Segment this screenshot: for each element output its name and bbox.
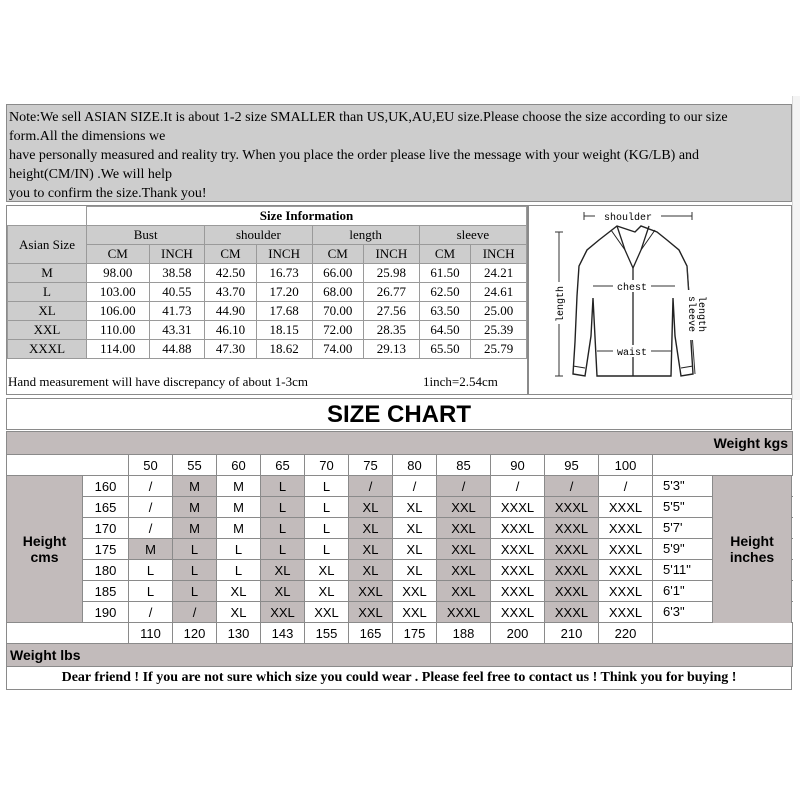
weight-lb-value: 210 [545, 623, 599, 644]
measurement-value: 24.61 [471, 283, 527, 302]
empty-cell [7, 623, 129, 644]
size-recommendation: L [261, 497, 305, 518]
size-recommendation: XXXL [437, 602, 491, 623]
size-recommendation: / [599, 476, 653, 497]
height-inch-value: 6'1" [663, 583, 685, 598]
size-note [6, 104, 792, 202]
measurement-value: 25.39 [471, 321, 527, 340]
size-recommendation: XXL [437, 497, 491, 518]
height-cm-value: 165 [83, 497, 129, 518]
weight-lb-value: 110 [129, 623, 173, 644]
size-recommendation: XXXL [491, 602, 545, 623]
size-recommendation: XXL [393, 581, 437, 602]
measurement-value: 70.00 [312, 302, 363, 321]
measurement-value: 65.50 [419, 340, 470, 359]
measurement-value: 72.00 [312, 321, 363, 340]
empty-cell [7, 455, 129, 476]
size-label: XXXL [8, 340, 87, 359]
weight-kg-header: 65 [261, 455, 305, 476]
size-recommendation: XL [305, 581, 349, 602]
measurement-value: 110.00 [87, 321, 150, 340]
size-recommendation: / [129, 602, 173, 623]
measurement-value: 26.77 [363, 283, 419, 302]
size-label: XXL [8, 321, 87, 340]
size-recommendation: M [217, 476, 261, 497]
height-inches-label [712, 476, 792, 623]
label-chest: chest [616, 283, 648, 294]
measurement-value: 43.31 [149, 321, 205, 340]
empty-cell [653, 623, 793, 644]
table-corner [8, 207, 87, 226]
size-recommendation: XL [217, 581, 261, 602]
measurement-value: 38.58 [149, 264, 205, 283]
weight-lb-value: 155 [305, 623, 349, 644]
measurement-value: 106.00 [87, 302, 150, 321]
weight-lb-value: 143 [261, 623, 305, 644]
measurement-value: 25.98 [363, 264, 419, 283]
size-chart-title: SIZE CHART [6, 398, 792, 430]
size-recommendation: XXXL [599, 560, 653, 581]
size-recommendation: XL [349, 497, 393, 518]
label-shoulder: shoulder [603, 213, 653, 224]
size-recommendation: / [349, 476, 393, 497]
height-cm-value: 190 [83, 602, 129, 623]
weight-kg-header: 100 [599, 455, 653, 476]
size-recommendation: M [217, 497, 261, 518]
size-recommendation: / [545, 476, 599, 497]
size-recommendation: L [173, 539, 217, 560]
label-length: length [556, 285, 567, 323]
weight-kg-header: 95 [545, 455, 599, 476]
size-recommendation: L [173, 581, 217, 602]
empty-cell [653, 455, 793, 476]
weight-lbs-label: Weight lbs [7, 644, 793, 667]
measurement-value: 74.00 [312, 340, 363, 359]
size-row [8, 283, 527, 302]
weight-kg-header: 90 [491, 455, 545, 476]
size-recommendation: XL [261, 581, 305, 602]
height-cm-value: 180 [83, 560, 129, 581]
size-recommendation: XXXL [491, 518, 545, 539]
size-recommendation: M [129, 539, 173, 560]
size-recommendation: XL [393, 518, 437, 539]
size-recommendation: XXXL [491, 497, 545, 518]
unit-inch: INCH [363, 245, 419, 264]
weight-lb-value: 130 [217, 623, 261, 644]
size-recommendation: / [437, 476, 491, 497]
measurement-value: 46.10 [205, 321, 256, 340]
height-row [7, 560, 793, 581]
size-recommendation: L [305, 539, 349, 560]
measurement-value: 42.50 [205, 264, 256, 283]
measurement-footer [7, 366, 527, 396]
size-recommendation: L [261, 476, 305, 497]
size-recommendation: XL [349, 560, 393, 581]
measurement-value: 62.50 [419, 283, 470, 302]
unit-inch: INCH [149, 245, 205, 264]
weight-kg-header: 85 [437, 455, 491, 476]
measurement-value: 28.35 [363, 321, 419, 340]
size-recommendation: XL [217, 602, 261, 623]
measurement-value: 47.30 [205, 340, 256, 359]
size-recommendation: XXXL [599, 581, 653, 602]
size-recommendation: L [261, 539, 305, 560]
size-chart-table [6, 431, 793, 667]
size-recommendation: XXXL [599, 518, 653, 539]
size-recommendation: L [217, 560, 261, 581]
shirt-icon [529, 206, 791, 394]
note-line: height(CM/IN) .We will help [9, 167, 172, 182]
measurement-value: 103.00 [87, 283, 150, 302]
size-chart [6, 431, 792, 667]
size-row [8, 302, 527, 321]
height-inch-value: 5'3" [663, 478, 685, 493]
group-header-bust: Bust [87, 226, 205, 245]
size-recommendation: XL [261, 560, 305, 581]
height-inch-value: 5'9" [663, 541, 685, 556]
measurement-value: 66.00 [312, 264, 363, 283]
size-recommendation: XXXL [491, 560, 545, 581]
scrollbar-edge [792, 96, 800, 400]
height-row [7, 581, 793, 602]
measurement-value: 68.00 [312, 283, 363, 302]
height-inch-value: 6'3" [663, 604, 685, 619]
note-line: you to confirm the size.Thank you! [9, 186, 207, 201]
unit-cm: CM [312, 245, 363, 264]
weight-kg-header: 70 [305, 455, 349, 476]
measurement-value: 61.50 [419, 264, 470, 283]
size-row [8, 340, 527, 359]
measurement-value: 98.00 [87, 264, 150, 283]
size-recommendation: M [173, 476, 217, 497]
size-recommendation: L [305, 518, 349, 539]
group-header-shoulder: shoulder [205, 226, 312, 245]
size-info-title: Size Information [87, 207, 527, 226]
size-recommendation: L [305, 476, 349, 497]
weight-kg-header: 60 [217, 455, 261, 476]
size-recommendation: XXL [349, 602, 393, 623]
height-cm-value: 170 [83, 518, 129, 539]
size-recommendation: XXXL [599, 602, 653, 623]
size-recommendation: XXXL [545, 518, 599, 539]
weight-lb-value: 120 [173, 623, 217, 644]
measurement-value: 40.55 [149, 283, 205, 302]
weight-kg-header: 80 [393, 455, 437, 476]
note-line: Note:We sell ASIAN SIZE.It is about 1-2 size SMALLER than US,UK,AU,EU size.Please choose the size according to our size [9, 110, 728, 125]
weight-kg-header: 50 [129, 455, 173, 476]
measurement-value: 17.20 [256, 283, 312, 302]
weight-lb-value: 220 [599, 623, 653, 644]
inch-conversion: 1inch=2.54cm [423, 374, 498, 389]
measurement-value: 64.50 [419, 321, 470, 340]
height-cm-value: 185 [83, 581, 129, 602]
discrepancy-note: Hand measurement will have discrepancy of about 1-3cm [8, 374, 308, 389]
height-row [7, 476, 793, 497]
size-recommendation: XXL [437, 581, 491, 602]
size-recommendation: XXXL [545, 497, 599, 518]
measurement-value: 44.90 [205, 302, 256, 321]
size-recommendation: XXL [305, 602, 349, 623]
size-recommendation: / [129, 497, 173, 518]
height-row [7, 518, 793, 539]
measurement-value: 18.15 [256, 321, 312, 340]
weight-lb-value: 200 [491, 623, 545, 644]
height-inch-value: 5'7' [663, 520, 683, 535]
size-recommendation: XL [305, 560, 349, 581]
weight-lb-value: 175 [393, 623, 437, 644]
measurement-value: 18.62 [256, 340, 312, 359]
size-recommendation: L [129, 581, 173, 602]
measurement-value: 44.88 [149, 340, 205, 359]
weight-kg-header: 55 [173, 455, 217, 476]
note-line: have personally measured and reality try. When you place the order please live the message with your weight (KG/LB) and [9, 148, 700, 163]
size-recommendation: XL [393, 560, 437, 581]
measurement-value: 25.00 [471, 302, 527, 321]
height-inches-label-line: Height [730, 533, 774, 549]
measurement-value: 41.73 [149, 302, 205, 321]
size-recommendation: / [393, 476, 437, 497]
note-line: form.All the dimensions we [9, 129, 166, 144]
label-waist: waist [616, 348, 648, 359]
measurement-value: 29.13 [363, 340, 419, 359]
height-cms-label-line: cms [30, 549, 59, 565]
unit-inch: INCH [256, 245, 312, 264]
size-recommendation: XXXL [491, 581, 545, 602]
shirt-measurement-diagram [528, 205, 792, 395]
height-inch-value: 5'5" [663, 499, 685, 514]
size-recommendation: XXXL [599, 539, 653, 560]
size-recommendation: / [491, 476, 545, 497]
size-recommendation: XXL [437, 560, 491, 581]
unit-cm: CM [419, 245, 470, 264]
measurement-value: 24.21 [471, 264, 527, 283]
size-recommendation: XXL [349, 581, 393, 602]
group-header-length: length [312, 226, 419, 245]
size-recommendation: XXXL [599, 497, 653, 518]
weight-kg-header: 75 [349, 455, 393, 476]
measurement-value: 63.50 [419, 302, 470, 321]
size-recommendation: L [305, 497, 349, 518]
asian-size-header: Asian Size [8, 226, 87, 264]
height-inch-value: 5'11" [663, 562, 691, 577]
size-recommendation: M [173, 497, 217, 518]
height-cms-label-line: Height [22, 533, 67, 549]
size-recommendation: XL [349, 518, 393, 539]
size-recommendation: L [261, 518, 305, 539]
measurement-value: 25.79 [471, 340, 527, 359]
size-recommendation: XXXL [545, 539, 599, 560]
size-information-table [6, 205, 528, 395]
size-recommendation: XXL [437, 518, 491, 539]
size-recommendation: XXXL [545, 602, 599, 623]
size-recommendation: / [129, 476, 173, 497]
weight-kgs-label: Weight kgs [7, 432, 793, 455]
measurement-table [7, 206, 527, 359]
size-label: L [8, 283, 87, 302]
weight-lb-value: 188 [437, 623, 491, 644]
unit-cm: CM [205, 245, 256, 264]
size-recommendation: L [217, 539, 261, 560]
size-recommendation: M [217, 518, 261, 539]
label-sleeve-length: length [695, 295, 706, 333]
size-recommendation: XXL [261, 602, 305, 623]
size-recommendation: XXL [393, 602, 437, 623]
height-cm-value: 175 [83, 539, 129, 560]
size-recommendation: L [173, 560, 217, 581]
size-recommendation: XL [393, 497, 437, 518]
size-recommendation: XXXL [545, 581, 599, 602]
contact-footer: Dear friend ! If you are not sure which size you could wear . Please feel free to contact us ! Think you for buying ! [6, 666, 792, 690]
unit-cm: CM [87, 245, 150, 264]
size-row [8, 321, 527, 340]
height-inches-label-line: inches [729, 549, 775, 565]
size-recommendation: XL [349, 539, 393, 560]
height-cms-label [7, 476, 83, 623]
size-recommendation: XL [393, 539, 437, 560]
height-cm-value: 160 [83, 476, 129, 497]
group-header-sleeve: sleeve [419, 226, 526, 245]
size-recommendation: XXL [437, 539, 491, 560]
weight-lb-value: 165 [349, 623, 393, 644]
size-label: XL [8, 302, 87, 321]
measurement-value: 114.00 [87, 340, 150, 359]
size-recommendation: XXXL [545, 560, 599, 581]
size-recommendation: XXXL [491, 539, 545, 560]
measurement-value: 27.56 [363, 302, 419, 321]
height-row [7, 497, 793, 518]
label-sleeve: sleeve [685, 295, 696, 333]
size-recommendation: / [129, 518, 173, 539]
measurement-value: 16.73 [256, 264, 312, 283]
size-label: M [8, 264, 87, 283]
unit-inch: INCH [471, 245, 527, 264]
measurement-value: 43.70 [205, 283, 256, 302]
size-row [8, 264, 527, 283]
height-row [7, 602, 793, 623]
size-recommendation: / [173, 602, 217, 623]
size-recommendation: L [129, 560, 173, 581]
height-row [7, 539, 793, 560]
size-recommendation: M [173, 518, 217, 539]
measurement-value: 17.68 [256, 302, 312, 321]
